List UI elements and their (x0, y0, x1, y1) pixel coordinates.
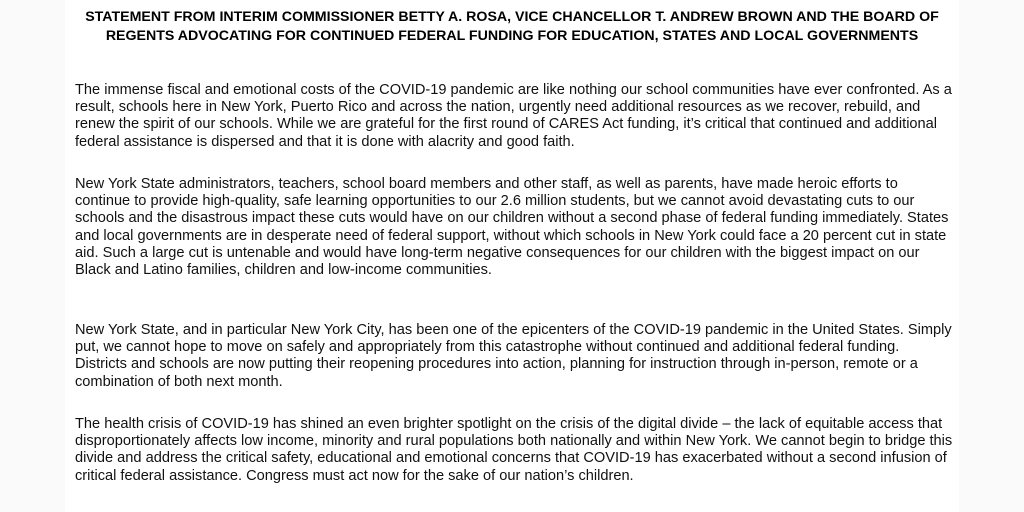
page-margin-left (0, 0, 65, 512)
page-margin-right (959, 0, 1024, 512)
document-title: STATEMENT FROM INTERIM COMMISSIONER BETTY A. ROSA, VICE CHANCELLOR T. ANDREW BROWN AND THE BOARD OF REGENTS ADVOCATING FOR CONTINUED FEDERAL FUNDING FOR EDUCATION, STATES AND LOCAL GOVERNMENTS (85, 9, 939, 44)
paragraph-4: The health crisis of COVID-19 has shined an even brighter spotlight on the crisis of the digital divide – the lack of equitable access that disproportionately affects low income, minority and rural populations both nationally and within New York. We cannot begin to bridge this divide and address the critical safety, educational and emotional concerns that COVID-19 has exacerbated without a second infusion of critical federal assistance. Congress must act now for the sake of our nation’s children. (75, 416, 953, 484)
paragraph-3: New York State, and in particular New York City, has been one of the epicenters of the COVID-19 pandemic in the United States. Simply put, we cannot hope to move on safely and appropriately from this catastrophe without continued and additional federal funding. Districts and schools are now putting their reopening procedures into action, planning for instruction through in-person, remote or a combination of both next month. (75, 322, 952, 390)
paragraph-2: New York State administrators, teachers, school board members and other staff, as well as parents, have made heroic efforts to continue to provide high-quality, safe learning opportunities to our 2.6 million students, but we cannot avoid devastating cuts to our schools and the disastrous impact these cuts would have on our children without a second phase of federal funding immediately. States and local governments are in desperate need of federal support, without which schools in New York could face a 20 percent cut in state aid. Such a large cut is untenable and would have long-term negative consequences for our children with the biggest impact on our Black and Latino families, children and low-income communities. (75, 176, 949, 279)
document-page (65, 0, 959, 512)
paragraph-1: The immense fiscal and emotional costs of the COVID-19 pandemic are like nothing our school communities have ever confronted. As a result, schools here in New York, Puerto Rico and across the nation, urgently need additional resources as we recover, rebuild, and renew the spirit of our schools. While we are grateful for the first round of CARES Act funding, it’s critical that continued and additional federal assistance is dispersed and that it is done with alacrity and good faith. (75, 82, 952, 150)
